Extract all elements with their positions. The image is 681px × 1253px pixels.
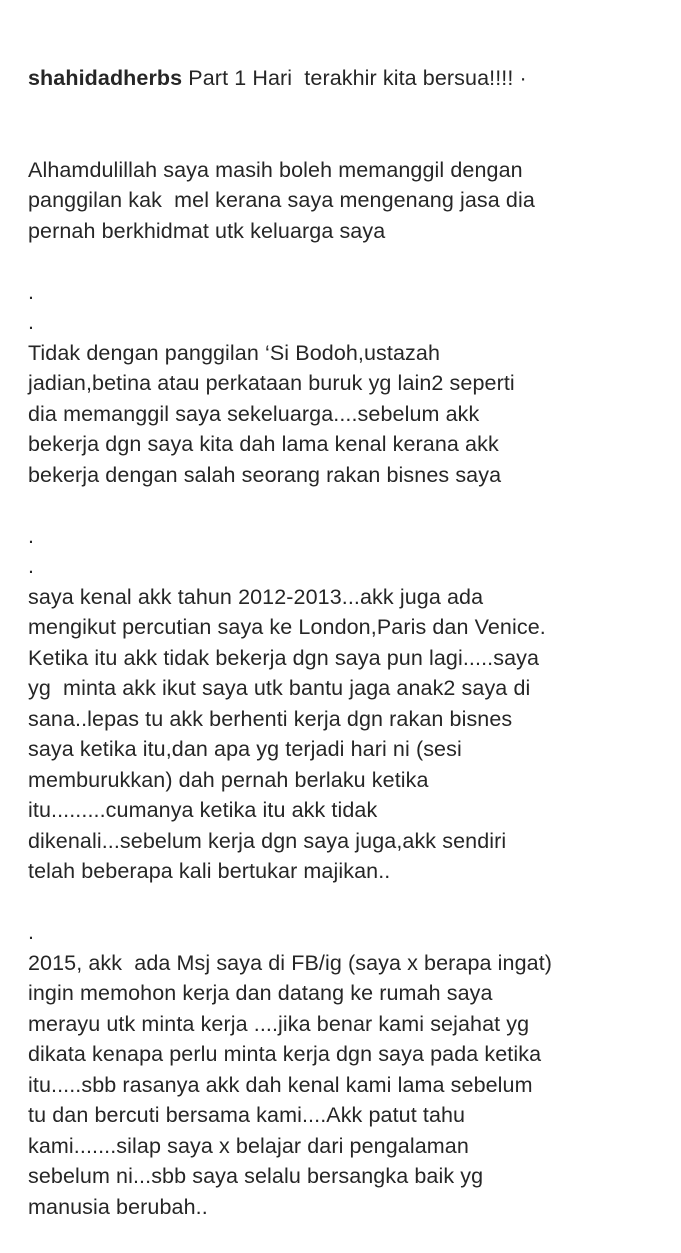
caption-line: Ketika itu akk tidak bekerja dgn saya pun lagi.....saya xyxy=(28,645,540,670)
caption-line: dikata kenapa perlu minta kerja dgn saya pada ketika xyxy=(28,1042,542,1066)
username-link[interactable]: shahidadherbs xyxy=(28,66,183,90)
caption-line: dikenali...sebelum kerja dgn saya juga,akk sendiri xyxy=(28,828,507,853)
caption-line: Tidak dengan panggilan ‘Si Bodoh,ustazah xyxy=(28,340,441,365)
post-caption xyxy=(28,2,678,1253)
caption-line: pernah berkhidmat utk keluarga saya xyxy=(28,218,386,243)
caption-line: tu dan bercuti bersama kami....Akk patut tahu xyxy=(28,1103,466,1127)
caption-line: sana..lepas tu akk berhenti kerja dgn rakan bisnes xyxy=(28,706,513,731)
caption-line: mengikut percutian saya ke London,Paris dan Venice. xyxy=(28,615,546,639)
caption-line: bekerja dgn saya kita dah lama kenal kerana akk xyxy=(28,432,499,456)
caption-text: Part 1 Hari terakhir kita bersua!!!! · xyxy=(182,66,527,90)
caption-line: manusia berubah.. xyxy=(28,1194,208,1219)
caption-line: saya kenal akk tahun 2012-2013...akk juga ada xyxy=(28,584,484,609)
caption-line xyxy=(28,246,678,277)
caption-line: . xyxy=(28,554,35,578)
caption-line xyxy=(28,887,678,918)
caption-line: memburukkan) dah pernah berlaku ketika xyxy=(28,767,429,792)
caption-line: kami.......silap saya x belajar dari pengalaman xyxy=(28,1133,469,1158)
caption-line: saya ketika itu,dan apa yg terjadi hari ni (sesi xyxy=(28,737,462,761)
caption-line xyxy=(28,490,678,521)
caption-line: itu.........cumanya ketika itu akk tidak xyxy=(28,798,378,822)
caption-first-line xyxy=(28,63,678,94)
caption-line: . xyxy=(28,920,35,944)
caption-line: dia memanggil saya sekeluarga....sebelum akk xyxy=(28,401,480,426)
caption-body xyxy=(28,155,678,1223)
caption-line: . xyxy=(28,279,35,304)
caption-line: itu.....sbb rasanya akk dah kenal kami lama sebelum xyxy=(28,1072,533,1097)
caption-line: bekerja dengan salah seorang rakan bisnes saya xyxy=(28,462,502,487)
caption-line: yg minta akk ikut saya utk bantu jaga anak2 saya di xyxy=(28,676,531,700)
caption-line: telah beberapa kali bertukar majikan.. xyxy=(28,859,391,883)
caption-line: jadian,betina atau perkataan buruk yg lain2 seperti xyxy=(28,371,515,395)
caption-line: Alhamdulillah saya masih boleh memanggil dengan xyxy=(28,157,523,182)
caption-line: 2015, akk ada Msj saya di FB/ig (saya x berapa ingat) xyxy=(28,950,553,975)
caption-line: merayu utk minta kerja ....jika benar kami sejahat yg xyxy=(28,1011,530,1036)
caption-line: sebelum ni...sbb saya selalu bersangka baik yg xyxy=(28,1164,484,1188)
caption-line: ingin memohon kerja dan datang ke rumah saya xyxy=(28,981,493,1005)
caption-line: . xyxy=(28,523,35,548)
caption-line: panggilan kak mel kerana saya mengenang jasa dia xyxy=(28,188,535,212)
caption-line: . xyxy=(28,310,35,334)
